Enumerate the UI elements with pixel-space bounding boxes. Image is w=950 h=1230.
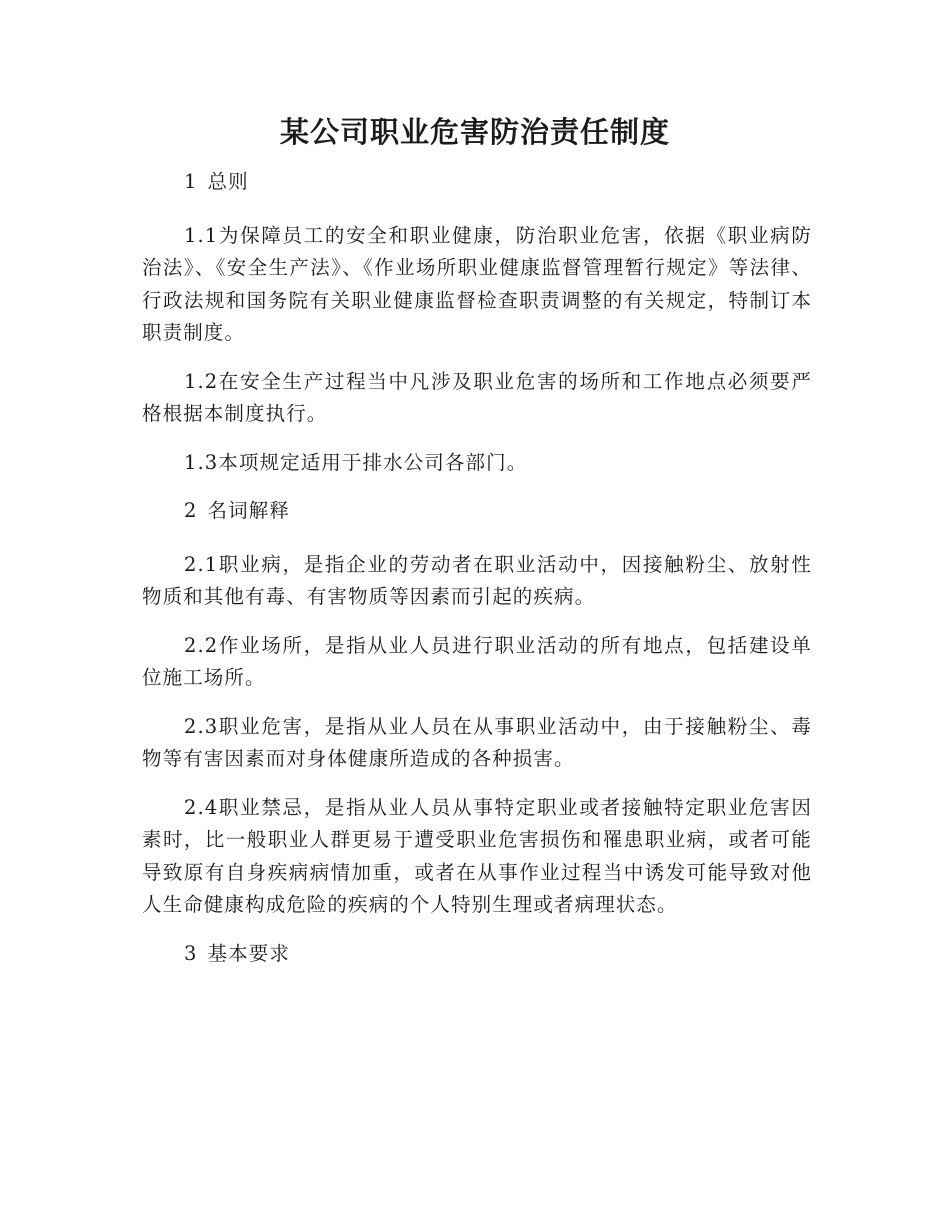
section-heading — [142, 495, 812, 528]
section-heading — [142, 166, 812, 199]
paragraph: 2.1职业病，是指企业的劳动者在职业活动中，因接触粉尘、放射性物质和其他有毒、有害物质等因素而引起的疾病。 — [142, 552, 812, 608]
section-number: 1 — [184, 170, 198, 193]
section-title: 总则 — [207, 170, 249, 193]
section-title: 基本要求 — [207, 941, 290, 965]
document-title: 某公司职业危害防治责任制度 — [279, 115, 670, 149]
document-body — [142, 166, 812, 991]
paragraph: 1.3本项规定适用于排水公司各部门。 — [184, 450, 528, 474]
section-number: 3 — [184, 941, 198, 965]
paragraph: 2.2作业场所，是指从业人员进行职业活动的所有地点，包括建设单位施工场所。 — [142, 633, 812, 689]
section-number: 2 — [184, 499, 198, 522]
section-heading — [142, 938, 812, 971]
section-title: 名词解释 — [207, 499, 290, 522]
paragraph: 2.3职业危害，是指从业人员在从事职业活动中，由于接触粉尘、毒物等有害因素而对身体健康所造成的各种损害。 — [142, 714, 812, 770]
paragraph: 1.1为保障员工的安全和职业健康，防治职业危害，依据《职业病防治法》、《安全生产法》、《作业场所职业健康监督管理暂行规定》等法律、行政法规和国务院有关职业健康监督检查职责调整的有关规定，特制订本职责制度。 — [142, 223, 812, 344]
paragraph: 1.2在安全生产过程当中凡涉及职业危害的场所和工作地点必须要严格根据本制度执行。 — [142, 369, 812, 425]
paragraph: 2.4职业禁忌，是指从业人员从事特定职业或者接触特定职业危害因素时，比一般职业人群更易于遭受职业危害损伤和罹患职业病，或者可能导致原有自身疾病病情加重，或者在从事作业过程当中诱发可能导致对他人生命健康构成危险的疾病的个人特别生理或者病理状态。 — [142, 795, 812, 916]
